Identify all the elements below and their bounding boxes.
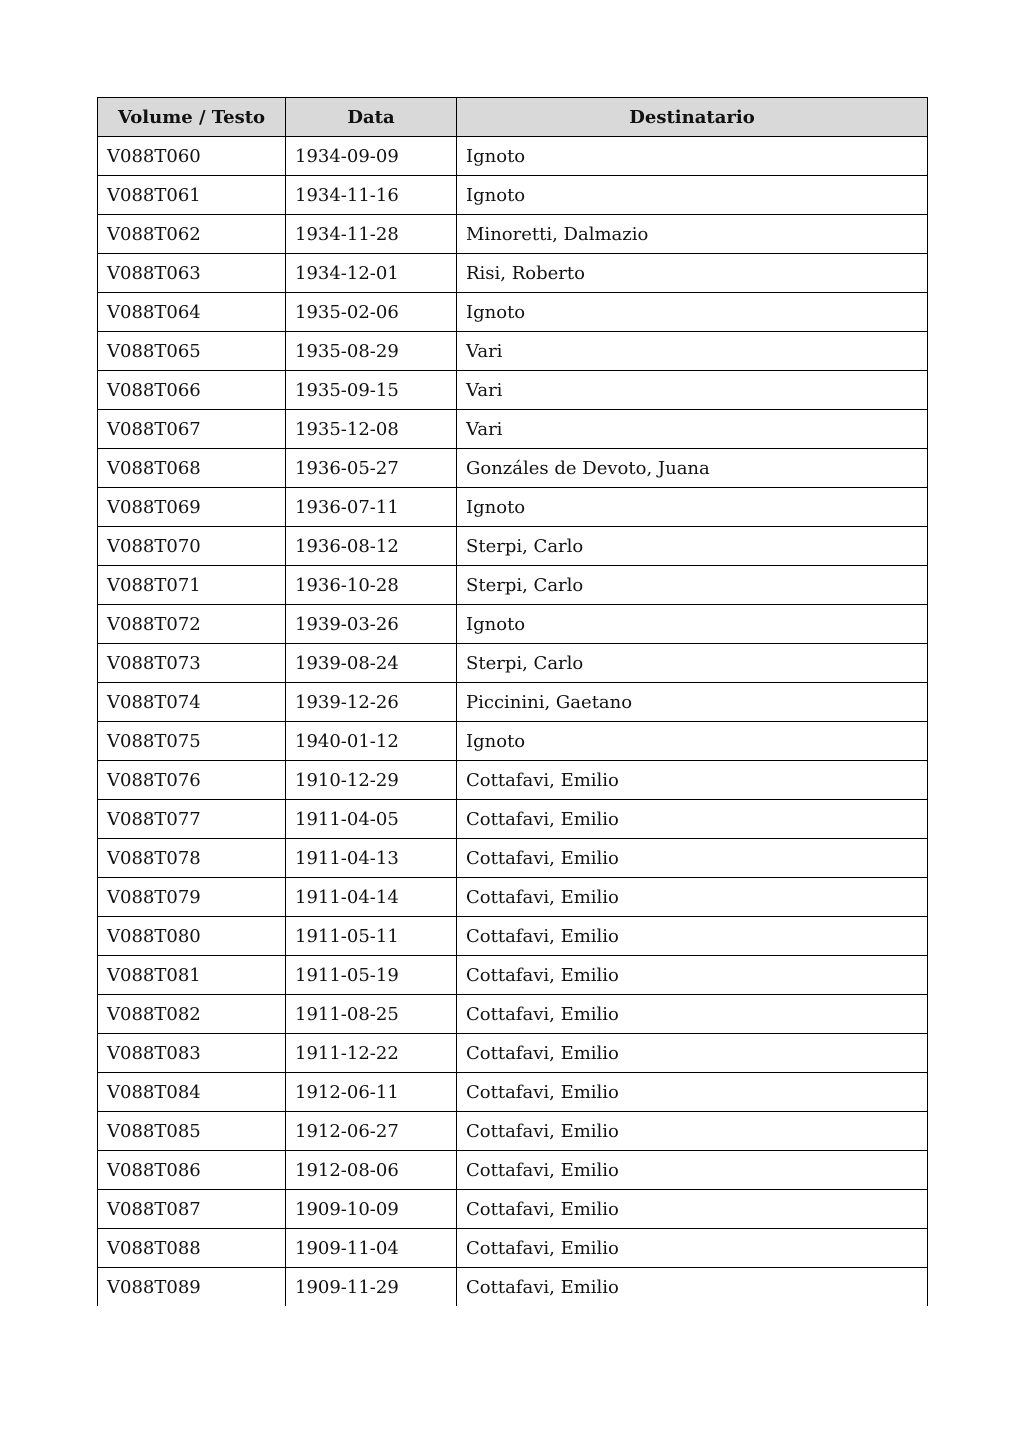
- cell-recipient: Ignoto: [457, 605, 928, 644]
- cell-recipient: Ignoto: [457, 137, 928, 176]
- cell-volume: V088T065: [98, 332, 286, 371]
- cell-date: 1935-02-06: [286, 293, 457, 332]
- table-row: [98, 1151, 928, 1190]
- cell-volume: V088T071: [98, 566, 286, 605]
- cell-recipient: Cottafavi, Emilio: [457, 761, 928, 800]
- table-row: [98, 1034, 928, 1073]
- cell-volume: V088T061: [98, 176, 286, 215]
- cell-volume: V088T087: [98, 1190, 286, 1229]
- cell-recipient: Cottafavi, Emilio: [457, 1151, 928, 1190]
- cell-volume: V088T062: [98, 215, 286, 254]
- cell-volume: V088T082: [98, 995, 286, 1034]
- cell-volume: V088T085: [98, 1112, 286, 1151]
- table-row: [98, 371, 928, 410]
- cell-date: 1939-08-24: [286, 644, 457, 683]
- column-header-volume: Volume / Testo: [98, 98, 286, 137]
- table-header-row: [98, 98, 928, 137]
- cell-date: 1909-11-04: [286, 1229, 457, 1268]
- table-row: [98, 293, 928, 332]
- cell-volume: V088T060: [98, 137, 286, 176]
- cell-date: 1934-09-09: [286, 137, 457, 176]
- cell-volume: V088T079: [98, 878, 286, 917]
- cell-recipient: Gonzáles de Devoto, Juana: [457, 449, 928, 488]
- cell-volume: V088T080: [98, 917, 286, 956]
- table-row: [98, 215, 928, 254]
- cell-volume: V088T063: [98, 254, 286, 293]
- cell-volume: V088T072: [98, 605, 286, 644]
- cell-date: 1911-12-22: [286, 1034, 457, 1073]
- cell-date: 1909-10-09: [286, 1190, 457, 1229]
- cell-recipient: Ignoto: [457, 293, 928, 332]
- cell-recipient: Vari: [457, 371, 928, 410]
- table-row: [98, 878, 928, 917]
- cell-date: 1936-08-12: [286, 527, 457, 566]
- cell-recipient: Ignoto: [457, 176, 928, 215]
- cell-date: 1939-12-26: [286, 683, 457, 722]
- table-row: [98, 722, 928, 761]
- table-row: [98, 1073, 928, 1112]
- table-row: [98, 176, 928, 215]
- cell-date: 1936-05-27: [286, 449, 457, 488]
- cell-date: 1911-05-11: [286, 917, 457, 956]
- cell-date: 1939-03-26: [286, 605, 457, 644]
- cell-date: 1911-04-14: [286, 878, 457, 917]
- cell-recipient: Cottafavi, Emilio: [457, 1034, 928, 1073]
- cell-volume: V088T064: [98, 293, 286, 332]
- cell-date: 1940-01-12: [286, 722, 457, 761]
- cell-volume: V088T075: [98, 722, 286, 761]
- cell-volume: V088T089: [98, 1268, 286, 1307]
- cell-date: 1910-12-29: [286, 761, 457, 800]
- letters-index-table: [97, 97, 928, 1306]
- cell-recipient: Cottafavi, Emilio: [457, 956, 928, 995]
- table-row: [98, 995, 928, 1034]
- table-row: [98, 800, 928, 839]
- table-row: [98, 137, 928, 176]
- cell-date: 1912-08-06: [286, 1151, 457, 1190]
- cell-volume: V088T086: [98, 1151, 286, 1190]
- cell-date: 1934-11-16: [286, 176, 457, 215]
- cell-recipient: Minoretti, Dalmazio: [457, 215, 928, 254]
- table-row: [98, 332, 928, 371]
- cell-volume: V088T067: [98, 410, 286, 449]
- column-header-date: Data: [286, 98, 457, 137]
- column-header-recipient: Destinatario: [457, 98, 928, 137]
- cell-volume: V088T084: [98, 1073, 286, 1112]
- cell-recipient: Cottafavi, Emilio: [457, 878, 928, 917]
- table-row: [98, 917, 928, 956]
- table-body: [98, 137, 928, 1307]
- cell-date: 1936-07-11: [286, 488, 457, 527]
- table-row: [98, 839, 928, 878]
- table-row: [98, 566, 928, 605]
- cell-recipient: Cottafavi, Emilio: [457, 917, 928, 956]
- cell-recipient: Vari: [457, 410, 928, 449]
- cell-recipient: Risi, Roberto: [457, 254, 928, 293]
- table-row: [98, 1268, 928, 1307]
- cell-date: 1935-08-29: [286, 332, 457, 371]
- cell-volume: V088T076: [98, 761, 286, 800]
- cell-recipient: Cottafavi, Emilio: [457, 1229, 928, 1268]
- cell-recipient: Cottafavi, Emilio: [457, 1190, 928, 1229]
- cell-recipient: Cottafavi, Emilio: [457, 839, 928, 878]
- cell-recipient: Sterpi, Carlo: [457, 527, 928, 566]
- cell-volume: V088T081: [98, 956, 286, 995]
- table-row: [98, 449, 928, 488]
- table-row: [98, 1229, 928, 1268]
- table-row: [98, 410, 928, 449]
- cell-recipient: Sterpi, Carlo: [457, 566, 928, 605]
- table-row: [98, 761, 928, 800]
- cell-date: 1911-04-05: [286, 800, 457, 839]
- cell-volume: V088T088: [98, 1229, 286, 1268]
- table-row: [98, 1112, 928, 1151]
- cell-date: 1936-10-28: [286, 566, 457, 605]
- cell-recipient: Cottafavi, Emilio: [457, 1073, 928, 1112]
- cell-volume: V088T069: [98, 488, 286, 527]
- table-row: [98, 527, 928, 566]
- table-row: [98, 488, 928, 527]
- cell-date: 1911-04-13: [286, 839, 457, 878]
- cell-volume: V088T068: [98, 449, 286, 488]
- cell-recipient: Cottafavi, Emilio: [457, 995, 928, 1034]
- cell-date: 1935-09-15: [286, 371, 457, 410]
- table-row: [98, 254, 928, 293]
- cell-date: 1912-06-27: [286, 1112, 457, 1151]
- cell-date: 1911-08-25: [286, 995, 457, 1034]
- table-row: [98, 683, 928, 722]
- cell-date: 1912-06-11: [286, 1073, 457, 1112]
- cell-volume: V088T077: [98, 800, 286, 839]
- table-row: [98, 644, 928, 683]
- cell-volume: V088T074: [98, 683, 286, 722]
- table-row: [98, 956, 928, 995]
- cell-date: 1934-12-01: [286, 254, 457, 293]
- cell-recipient: Cottafavi, Emilio: [457, 1268, 928, 1307]
- cell-volume: V088T070: [98, 527, 286, 566]
- cell-recipient: Ignoto: [457, 722, 928, 761]
- cell-recipient: Ignoto: [457, 488, 928, 527]
- cell-date: 1909-11-29: [286, 1268, 457, 1307]
- cell-volume: V088T066: [98, 371, 286, 410]
- cell-recipient: Sterpi, Carlo: [457, 644, 928, 683]
- cell-recipient: Piccinini, Gaetano: [457, 683, 928, 722]
- cell-volume: V088T078: [98, 839, 286, 878]
- cell-date: 1911-05-19: [286, 956, 457, 995]
- table-row: [98, 1190, 928, 1229]
- cell-date: 1934-11-28: [286, 215, 457, 254]
- cell-recipient: Cottafavi, Emilio: [457, 1112, 928, 1151]
- table-row: [98, 605, 928, 644]
- cell-volume: V088T073: [98, 644, 286, 683]
- cell-recipient: Cottafavi, Emilio: [457, 800, 928, 839]
- cell-volume: V088T083: [98, 1034, 286, 1073]
- cell-date: 1935-12-08: [286, 410, 457, 449]
- cell-recipient: Vari: [457, 332, 928, 371]
